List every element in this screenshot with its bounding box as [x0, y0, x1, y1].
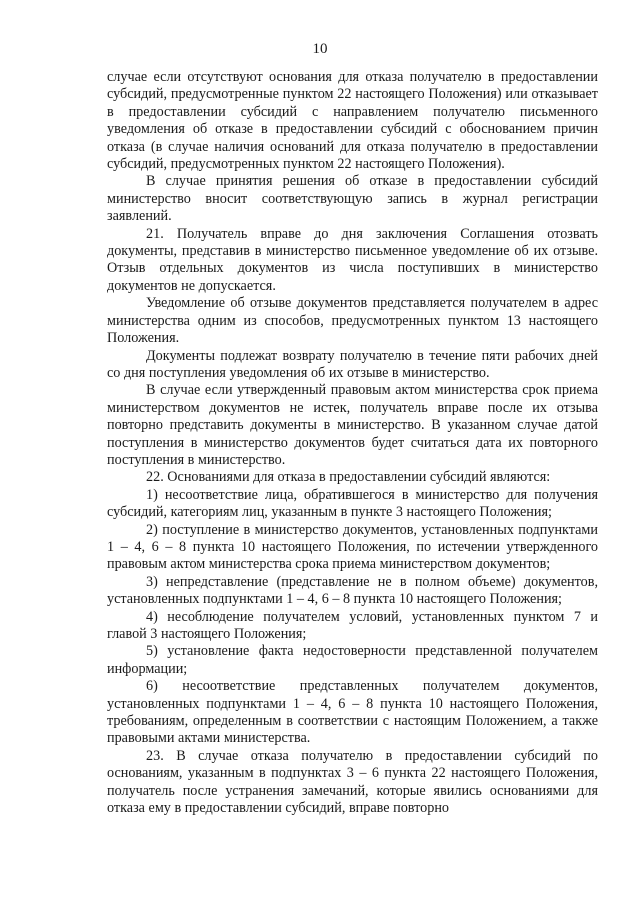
- paragraph-refusal-record: В случае принятия решения об отказе в предоставлении субсидий министерство вносит соответствующую запись в журнал регистрации заявлений.: [107, 173, 598, 225]
- list-item-ground-6: 6) несоответствие представленных получателем документов, установленных подпунктами 1 – 4, 6 – 8 пункта 10 настоящего Положения, требованиям, определенным в соответствии с настоящим Положением, а также правовыми актами министерства.: [107, 678, 598, 747]
- document-body: [107, 69, 598, 817]
- page-number: 10: [312, 41, 328, 57]
- list-item-ground-1: 1) несоответствие лица, обратившегося в министерство для получения субсидий, категориям лиц, указанным в пункте 3 настоящего Положения;: [107, 486, 598, 521]
- paragraph-resubmission: В случае если утвержденный правовым актом министерства срок приема министерством документов не истек, получатель вправе после их отзыва повторно представить документы в министерство. В указанном случае датой поступления в министерство документов будет считаться дата их повторного поступления в министерство.: [107, 382, 598, 468]
- paragraph-withdrawal-notice: Уведомление об отзыве документов представляется получателем в адрес министерства одним из способов, предусмотренных пунктом 13 настоящего Положения.: [107, 295, 598, 347]
- paragraph-continuation: случае если отсутствуют основания для отказа получателю в предоставлении субсидий, предусмотренные пунктом 22 настоящего Положения) или отказывает в предоставлении субсидий с направлением получателю письменного уведомления об отказе в предоставлении субсидий с обоснованием причин отказа (в случае наличия оснований для отказа получателю в предоставлении субсидий, предусмотренных пунктом 22 настоящего Положения).: [107, 69, 598, 173]
- list-item-ground-3: 3) непредставление (представление не в полном объеме) документов, установленных подпунктами 1 – 4, 6 – 8 пункта 10 настоящего Положения;: [107, 573, 598, 608]
- paragraph-21-withdrawal: 21. Получатель вправе до дня заключения Соглашения отозвать документы, представив в министерство письменное уведомление об их отзыве. Отзыв отдельных документов из числа поступивших в министерство документов не допускается.: [107, 225, 598, 294]
- paragraph-23-reapply: 23. В случае отказа получателю в предоставлении субсидий по основаниям, указанным в подпунктах 3 – 6 пункта 22 настоящего Положения, получатель после устранения замечаний, которые явились основаниями для отказа ему в предоставлении субсидий, вправе повторно: [107, 747, 598, 817]
- paragraph-documents-return: Документы подлежат возврату получателю в течение пяти рабочих дней со дня поступления уведомления об их отзыве в министерство.: [107, 347, 598, 381]
- list-item-ground-5: 5) установление факта недостоверности представленной получателем информации;: [107, 643, 598, 677]
- list-item-ground-2: 2) поступление в министерство документов, установленных подпунктами 1 – 4, 6 – 8 пункта 10 настоящего Положения, по истечении утвержденного правовым актом министерства срока приема министерством документов;: [107, 521, 598, 573]
- paragraph-22-grounds: 22. Основаниями для отказа в предоставлении субсидий являются:: [146, 469, 551, 486]
- list-item-ground-4: 4) несоблюдение получателем условий, установленных пунктом 7 и главой 3 настоящего Положения;: [107, 608, 598, 642]
